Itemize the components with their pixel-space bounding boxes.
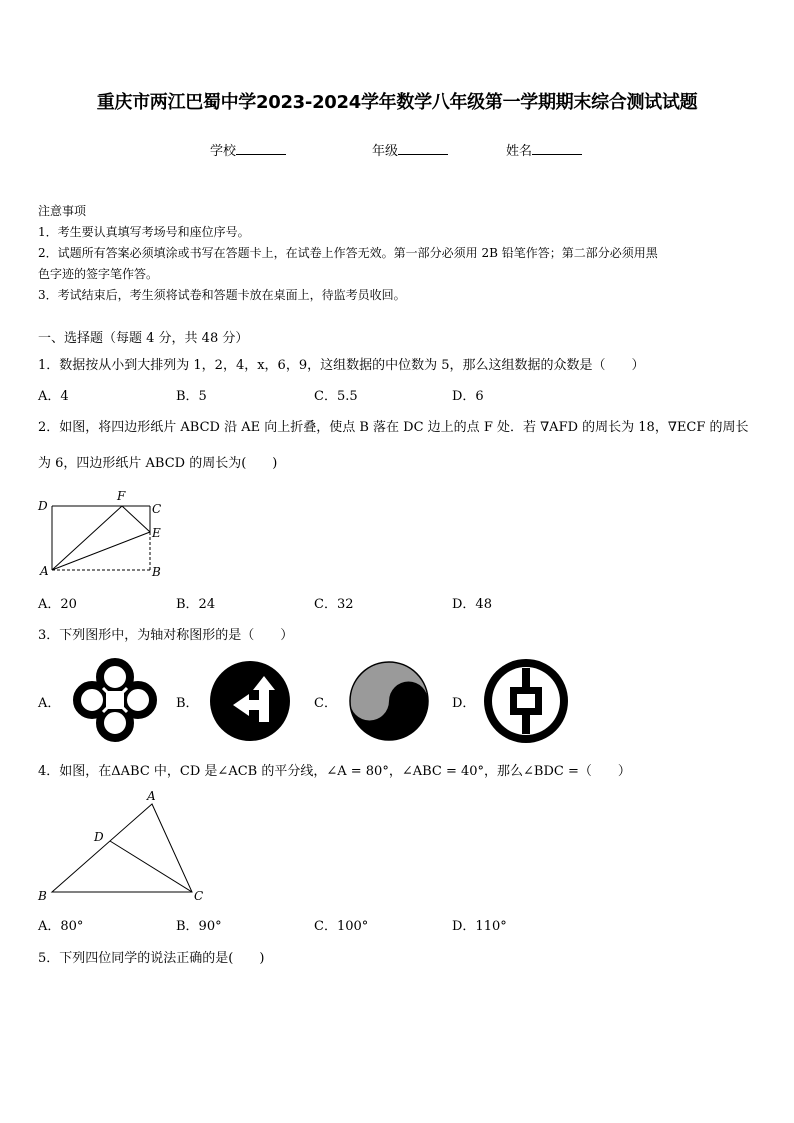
- grade-blank: [398, 142, 448, 155]
- q2-option-b: B．24: [176, 597, 216, 612]
- school-field: [210, 140, 286, 159]
- question-5: 5．下列四位同学的说法正确的是( ): [38, 951, 265, 966]
- question-4: 4．如图，在ΔABC 中，CD 是∠ACB 的平分线，∠A = 80°，∠ABC = 40°，那么∠BDC =（ ）: [38, 764, 631, 779]
- q4-option-b: B．90°: [176, 919, 222, 934]
- q2-option-c: C．32: [314, 597, 354, 612]
- q4-option-c: C．100°: [314, 919, 369, 934]
- knot-logo-icon: [68, 655, 162, 745]
- label-c: C: [194, 889, 204, 903]
- label-f: F: [117, 489, 126, 503]
- label-a: A: [147, 789, 156, 803]
- section-heading: 一、选择题（每题 4 分，共 48 分）: [38, 331, 249, 346]
- name-blank: [532, 142, 582, 155]
- triangle-figure: [34, 786, 214, 906]
- notes-heading: 注意事项: [38, 204, 87, 218]
- q3-option-a: A．: [38, 696, 61, 711]
- arrow-sign-icon: [209, 660, 291, 742]
- label-e: E: [152, 526, 161, 540]
- fold-figure: [34, 486, 174, 582]
- label-b: B: [152, 565, 161, 579]
- notes-item: 3．考试结束后，考生须将试卷和答题卡放在桌面上，待监考员收回。: [38, 288, 406, 302]
- question-2: 2．如图，将四边形纸片 ABCD 沿 AE 向上折叠，使点 B 落在 DC 边上的点 F 处．若 ∇AFD 的周长为 18，∇ECF 的周长: [38, 420, 749, 435]
- label-a: A: [40, 564, 49, 578]
- q1-option-b: B．5: [176, 389, 207, 404]
- label-d: D: [38, 499, 48, 513]
- q3-option-c: C．: [314, 696, 337, 711]
- notes-item: 2．试题所有答案必须填涂或书写在答题卡上，在试卷上作答无效。第一部分必须用 2B 铅笔作答；第二部分必须用黑: [38, 246, 658, 260]
- q1-option-c: C．5.5: [314, 389, 358, 404]
- school-blank: [236, 142, 286, 155]
- q3-option-b: B．: [176, 696, 199, 711]
- label-b: B: [38, 889, 47, 903]
- name-label: 姓名: [506, 144, 533, 159]
- q4-option-d: D．110°: [452, 919, 507, 934]
- name-field: [506, 140, 582, 159]
- question-1: 1．数据按从小到大排列为 1，2，4，x，6，9，这组数据的中位数为 5，那么这组数据的众数是（ ）: [38, 358, 645, 373]
- q2-option-d: D．48: [452, 597, 492, 612]
- notes-block: [38, 201, 658, 306]
- q4-option-a: A．80°: [38, 919, 84, 934]
- question-3: 3．下列图形中，为轴对称图形的是（ ）: [38, 628, 294, 643]
- q1-option-d: D．6: [452, 389, 484, 404]
- grade-label: 年级: [372, 144, 399, 159]
- bank-coin-icon: [483, 658, 569, 744]
- question-2-line-2: 为 6，四边形纸片 ABCD 的周长为( ): [38, 456, 278, 471]
- q1-option-a: A．4: [38, 389, 69, 404]
- grade-field: [372, 140, 448, 159]
- school-label: 学校: [210, 144, 237, 159]
- notes-item: 色字迹的签字笔作答。: [38, 267, 159, 281]
- q3-option-d: D．: [452, 696, 476, 711]
- yin-yang-icon: [348, 660, 430, 742]
- notes-item: 1．考生要认真填写考场号和座位序号。: [38, 225, 250, 239]
- q2-option-a: A．20: [38, 597, 77, 612]
- label-c: C: [152, 502, 162, 516]
- page-title: 重庆市两江巴蜀中学2023-2024学年数学八年级第一学期期末综合测试试题: [96, 92, 698, 113]
- label-d: D: [94, 830, 104, 844]
